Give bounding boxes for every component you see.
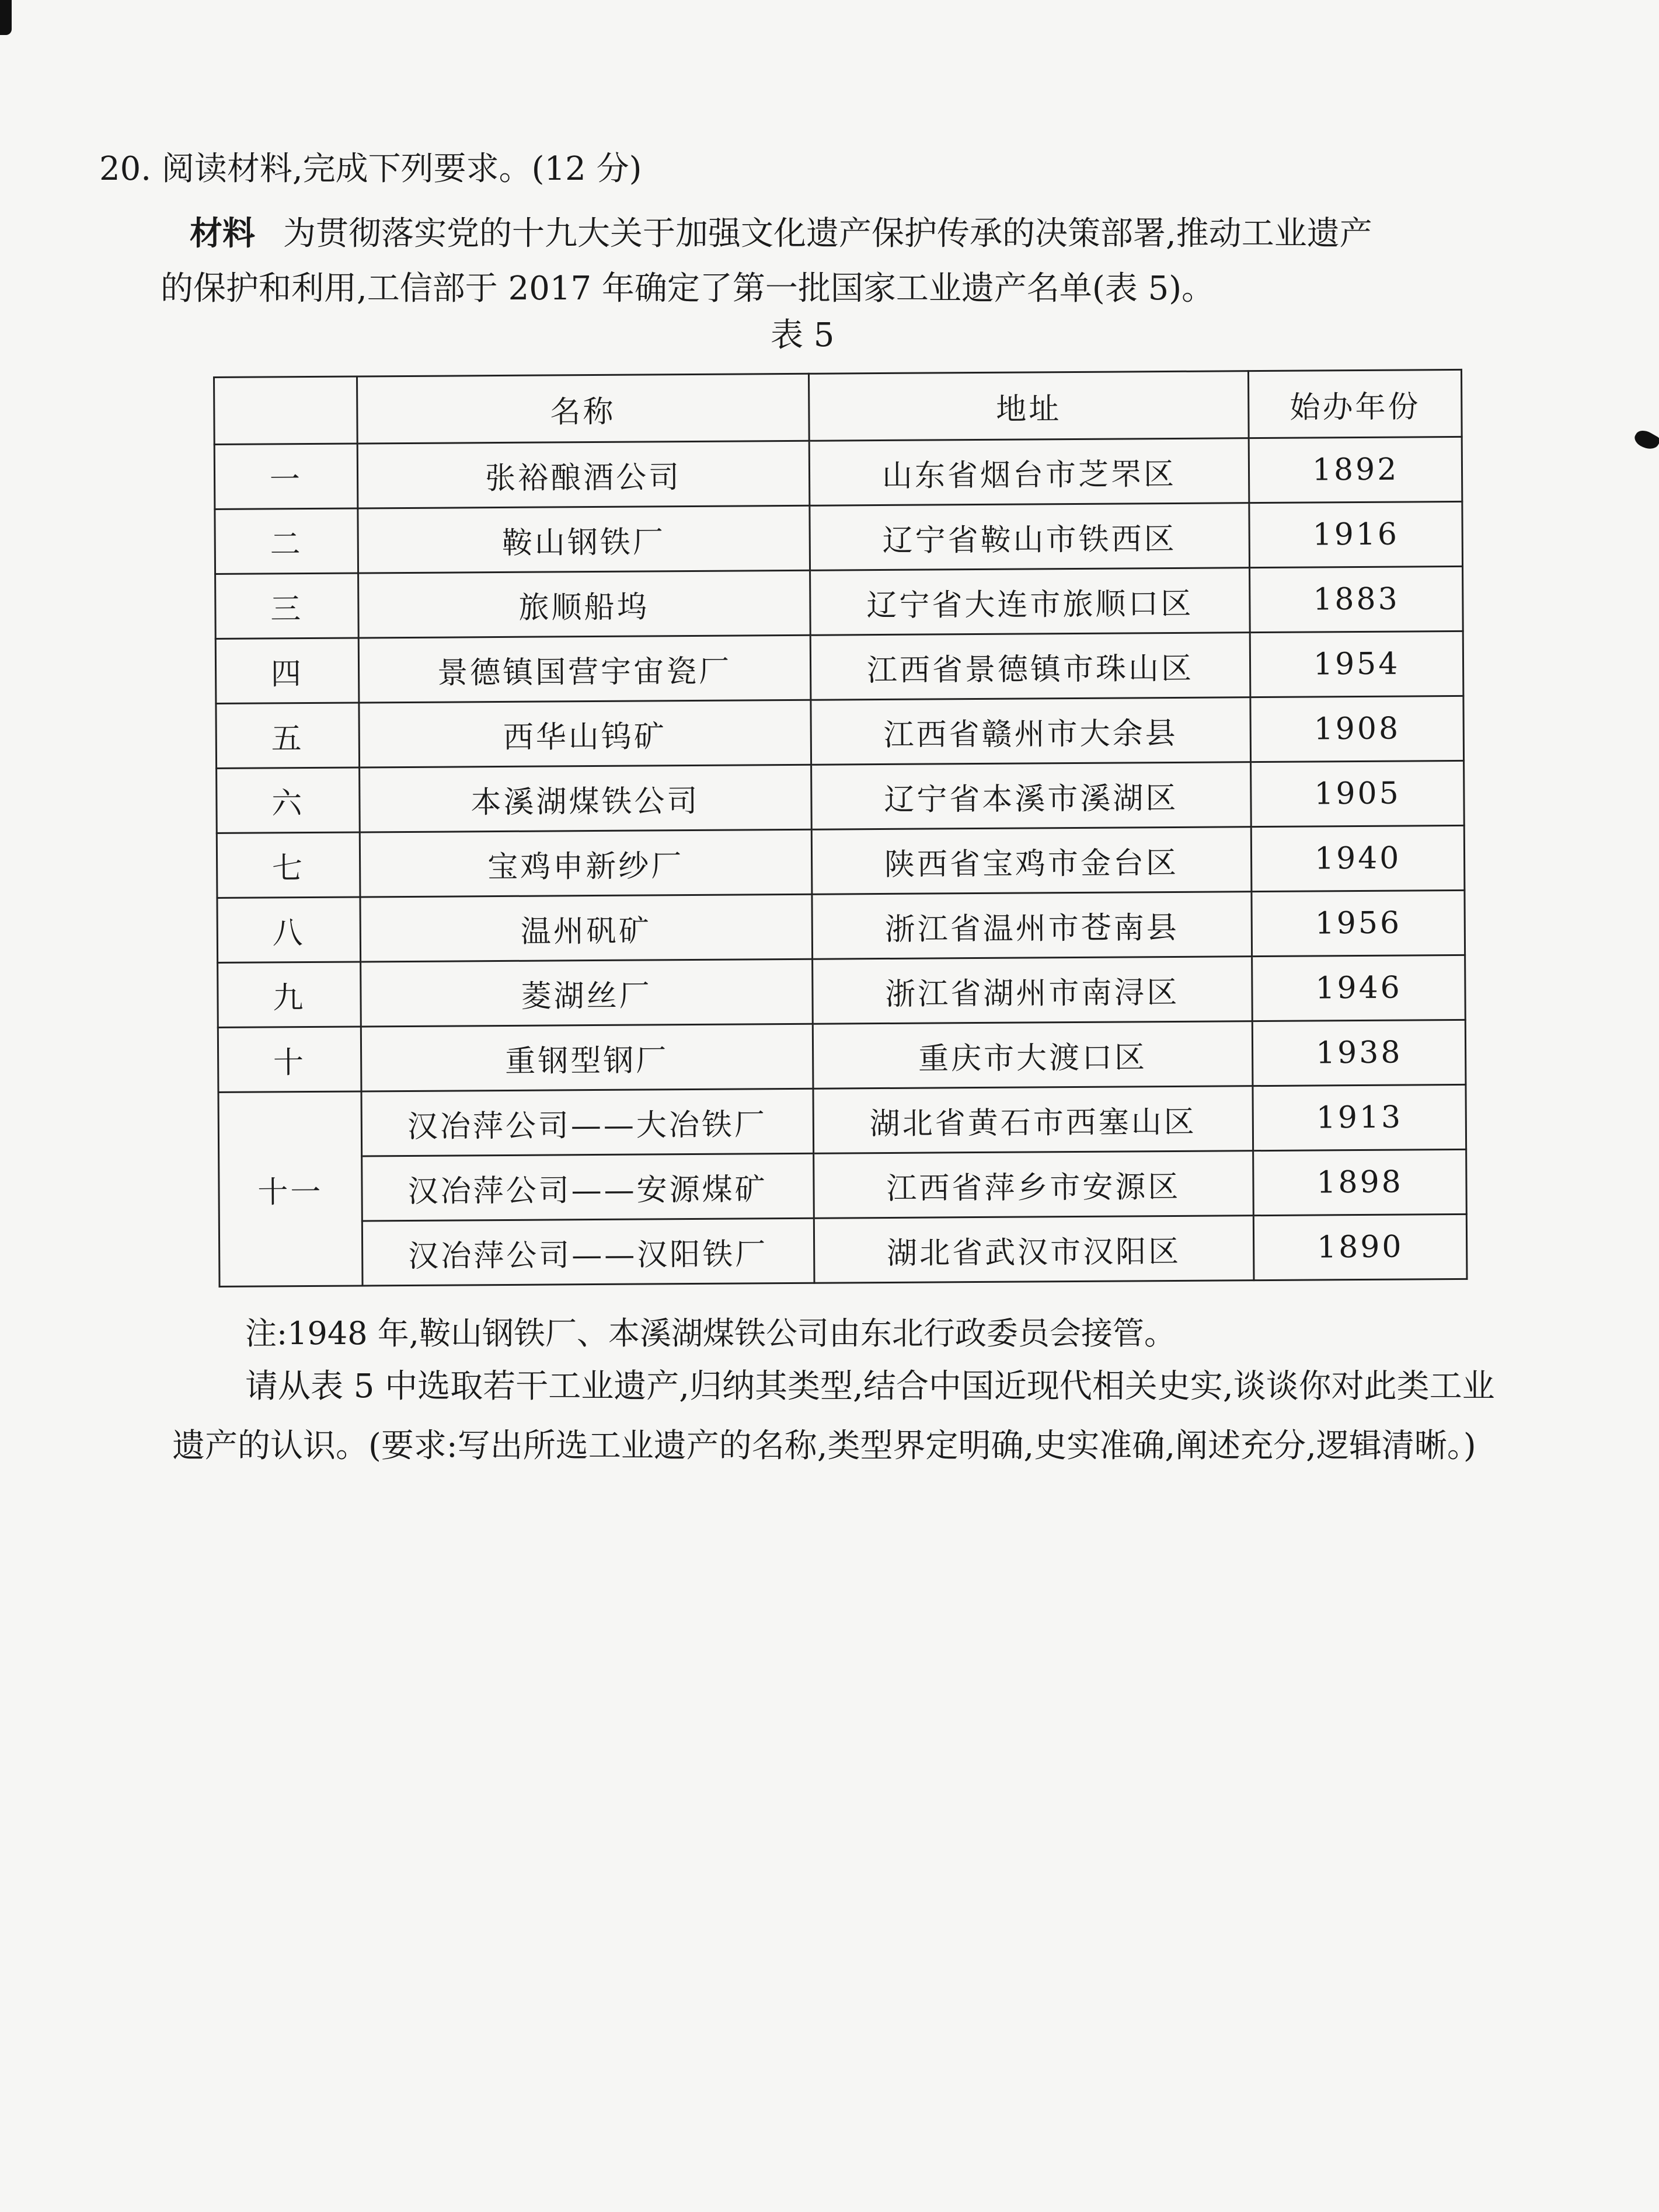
- row-address: 江西省景德镇市珠山区: [810, 633, 1250, 700]
- row-name: 汉冶萍公司——汉阳铁厂: [362, 1218, 814, 1286]
- row-name: 汉冶萍公司——安源煤矿: [361, 1153, 814, 1221]
- row-year: 1940: [1252, 825, 1465, 891]
- row-year: 1954: [1250, 631, 1463, 697]
- row-index: 三: [215, 573, 358, 639]
- table-row: [219, 1149, 1467, 1222]
- row-index: 六: [217, 767, 360, 833]
- table-row: [218, 955, 1466, 1027]
- row-year: 1938: [1253, 1020, 1466, 1086]
- row-address: 江西省赣州市大余县: [810, 697, 1250, 765]
- row-name: 鞍山钢铁厂: [358, 505, 810, 573]
- row-address: 辽宁省鞍山市铁西区: [809, 503, 1249, 571]
- row-index: 十: [218, 1027, 361, 1092]
- table-row: [214, 437, 1462, 509]
- row-name: 宝鸡申新纱厂: [360, 829, 812, 897]
- table-row: [215, 501, 1463, 574]
- row-name: 菱湖丝厂: [360, 959, 813, 1027]
- row-address: 山东省烟台市芝罘区: [809, 438, 1249, 506]
- table-row: [216, 696, 1464, 768]
- row-name: 温州矾矿: [360, 894, 813, 962]
- table-header-row: [214, 369, 1462, 444]
- row-index: 八: [217, 897, 360, 962]
- row-year: 1892: [1249, 437, 1462, 503]
- header-index: [214, 376, 357, 444]
- table-row: [218, 1020, 1466, 1092]
- row-year: 1916: [1249, 501, 1462, 567]
- row-address: 浙江省湖州市南浔区: [812, 957, 1252, 1024]
- table-row: [215, 566, 1463, 639]
- row-name: 景德镇国营宇宙瓷厂: [358, 635, 811, 703]
- row-year: 1956: [1252, 890, 1465, 956]
- row-address: 湖北省黄石市西塞山区: [813, 1086, 1253, 1154]
- header-name: 名称: [357, 374, 809, 444]
- row-year: 1898: [1253, 1149, 1466, 1215]
- row-index-group: 十一: [218, 1091, 363, 1286]
- row-address: 江西省萍乡市安源区: [813, 1151, 1253, 1219]
- row-address: 重庆市大渡口区: [813, 1021, 1253, 1089]
- row-index: 九: [218, 962, 361, 1027]
- table-note: 注:1948 年,鞍山钢铁厂、本溪湖煤铁公司由东北行政委员会接管。: [245, 1315, 1176, 1352]
- row-year: 1913: [1253, 1084, 1466, 1150]
- industrial-heritage-table: [213, 369, 1468, 1288]
- row-year: 1908: [1250, 696, 1463, 762]
- row-name: 西华山钨矿: [359, 700, 811, 767]
- table-caption: 表 5: [771, 316, 835, 354]
- scan-ink-mark: [1632, 427, 1659, 453]
- material-text-line-1: 为贯彻落实党的十九大关于加强文化遗产保护传承的决策部署,推动工业遗产: [283, 215, 1372, 253]
- row-index: 五: [216, 703, 359, 768]
- row-index: 二: [215, 508, 358, 574]
- row-name: 汉冶萍公司——大冶铁厂: [361, 1088, 814, 1156]
- row-address: 陕西省宝鸡市金台区: [811, 827, 1252, 895]
- row-address: 辽宁省大连市旅顺口区: [810, 568, 1250, 636]
- row-address: 浙江省温州市苍南县: [811, 892, 1252, 960]
- table-row: [217, 825, 1465, 898]
- table-row: [217, 890, 1465, 962]
- material-label: 材料: [190, 214, 255, 253]
- scan-corner-mark: [0, 0, 12, 35]
- row-name: 重钢型钢厂: [361, 1024, 813, 1091]
- material-text-line-2: 的保护和利用,工信部于 2017 年确定了第一批国家工业遗产名单(表 5)。: [161, 270, 1215, 308]
- row-address: 辽宁省本溪市溪湖区: [811, 762, 1251, 830]
- table-row: [218, 1084, 1466, 1157]
- row-index: 四: [215, 638, 358, 703]
- row-year: 1890: [1254, 1214, 1467, 1280]
- material-paragraph: [161, 201, 1521, 266]
- table-row: [219, 1214, 1467, 1286]
- row-year: 1905: [1251, 760, 1464, 826]
- row-year: 1946: [1252, 955, 1465, 1021]
- question-prompt: 请从表 5 中选取若干工业遗产,归纳其类型,结合中国近现代相关史实,谈谈你对此类工业遗产的认识。(要求:写出所选工业遗产的名称,类型界定明确,史实准确,阐述充分,逻辑清晰。): [172, 1367, 1495, 1465]
- row-address: 湖北省武汉市汉阳区: [814, 1216, 1254, 1283]
- row-index: 七: [217, 832, 360, 898]
- row-name: 旅顺船坞: [358, 570, 810, 638]
- row-year: 1883: [1250, 566, 1463, 632]
- row-name: 张裕酿酒公司: [357, 441, 810, 508]
- question-heading: 20. 阅读材料,完成下列要求。(12 分): [99, 150, 642, 188]
- table-row: [215, 631, 1463, 703]
- row-name: 本溪湖煤铁公司: [359, 765, 811, 832]
- header-address: 地址: [808, 371, 1249, 441]
- table-row: [217, 760, 1465, 833]
- row-index: 一: [214, 444, 357, 509]
- header-year: 始办年份: [1249, 369, 1462, 438]
